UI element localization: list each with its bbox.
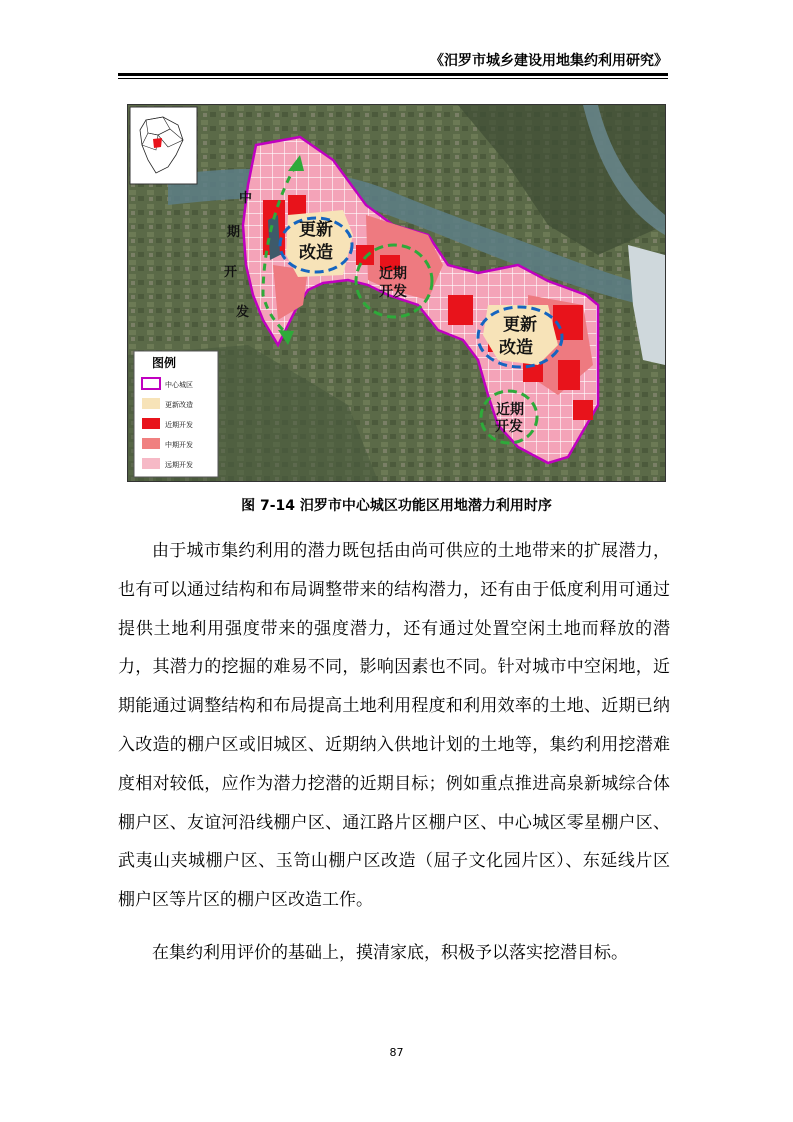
figure-caption: 图 7-14 汨罗市中心城区功能区用地潜力利用时序 xyxy=(241,498,552,514)
paragraph: 在集约利用评价的基础上，摸清家底，积极予以落实挖潜目标。 xyxy=(152,942,628,963)
land-use-potential-map xyxy=(127,104,666,482)
near-term-block xyxy=(573,400,593,420)
legend-label: 中期开发 xyxy=(165,441,193,449)
renewal-label-west: 更新 xyxy=(299,220,333,240)
water-body xyxy=(268,215,280,260)
mid-term-label-char: 中 xyxy=(239,191,253,206)
body-text xyxy=(118,532,670,973)
legend xyxy=(134,351,218,477)
paragraph: 由于城市集约利用的潜力既包括由尚可供应的土地带来的扩展潜力，也有可以通过结构和布局调整带来的结构潜力，还有由于低度利用可通过提供土地利用强度带来的强度潜力，还有通过处置空闲土地而释放的潜力，其潜力的挖掘的难易不同，影响因素也不同。针对城市中空闲地，近期能通过调整结构和布局提高土地利用程度和利用效率的土地、近期已纳入改造的棚户区或旧城区、近期纳入供地计划的土地等，集约利用挖潜难度相对较低，应作为潜力挖潜的近期目标；例如重点推进高泉新城综合体棚户区、友谊河沿线棚户区、通江路片区棚户区、中心城区零星棚户区、武夷山夹城棚户区、玉笥山棚户区改造（屈子文化园片区）、东延线片区棚户区等片区的棚户区改造工作。 xyxy=(118,541,670,911)
legend-label: 更新改造 xyxy=(165,401,193,409)
renewal-label-east: 改造 xyxy=(499,338,533,358)
legend-title: 图例 xyxy=(152,356,177,370)
near-term-block xyxy=(356,245,374,265)
legend-swatch-long-term xyxy=(142,458,160,469)
near-term-label-mid: 开发 xyxy=(379,284,407,300)
header-rule-thin xyxy=(118,78,668,79)
legend-label: 远期开发 xyxy=(165,461,193,469)
legend-swatch-mid-term xyxy=(142,438,160,449)
renewal-label-east: 更新 xyxy=(503,315,537,335)
running-header: 《汨罗市城乡建设用地集约利用研究》 xyxy=(430,53,668,69)
legend-swatch-urban xyxy=(142,378,160,389)
legend-swatch-near-term xyxy=(142,418,160,429)
near-term-block xyxy=(558,360,580,390)
legend-label: 近期开发 xyxy=(165,421,193,429)
near-term-block xyxy=(448,295,473,325)
near-term-label-south: 近期 xyxy=(496,402,524,418)
mid-term-label-char: 发 xyxy=(236,305,250,320)
page-number: 87 xyxy=(389,1046,404,1059)
inset-locator-map xyxy=(130,107,197,184)
legend-swatch-renewal xyxy=(142,398,160,409)
header-rule-thick xyxy=(118,73,668,76)
near-term-label-south: 开发 xyxy=(495,419,523,435)
mid-term-label-char: 期 xyxy=(227,225,241,240)
mid-term-label-char: 开 xyxy=(224,265,238,280)
near-term-label-mid: 近期 xyxy=(379,266,407,282)
renewal-label-west: 改造 xyxy=(299,243,333,263)
legend-label: 中心城区 xyxy=(165,381,193,389)
